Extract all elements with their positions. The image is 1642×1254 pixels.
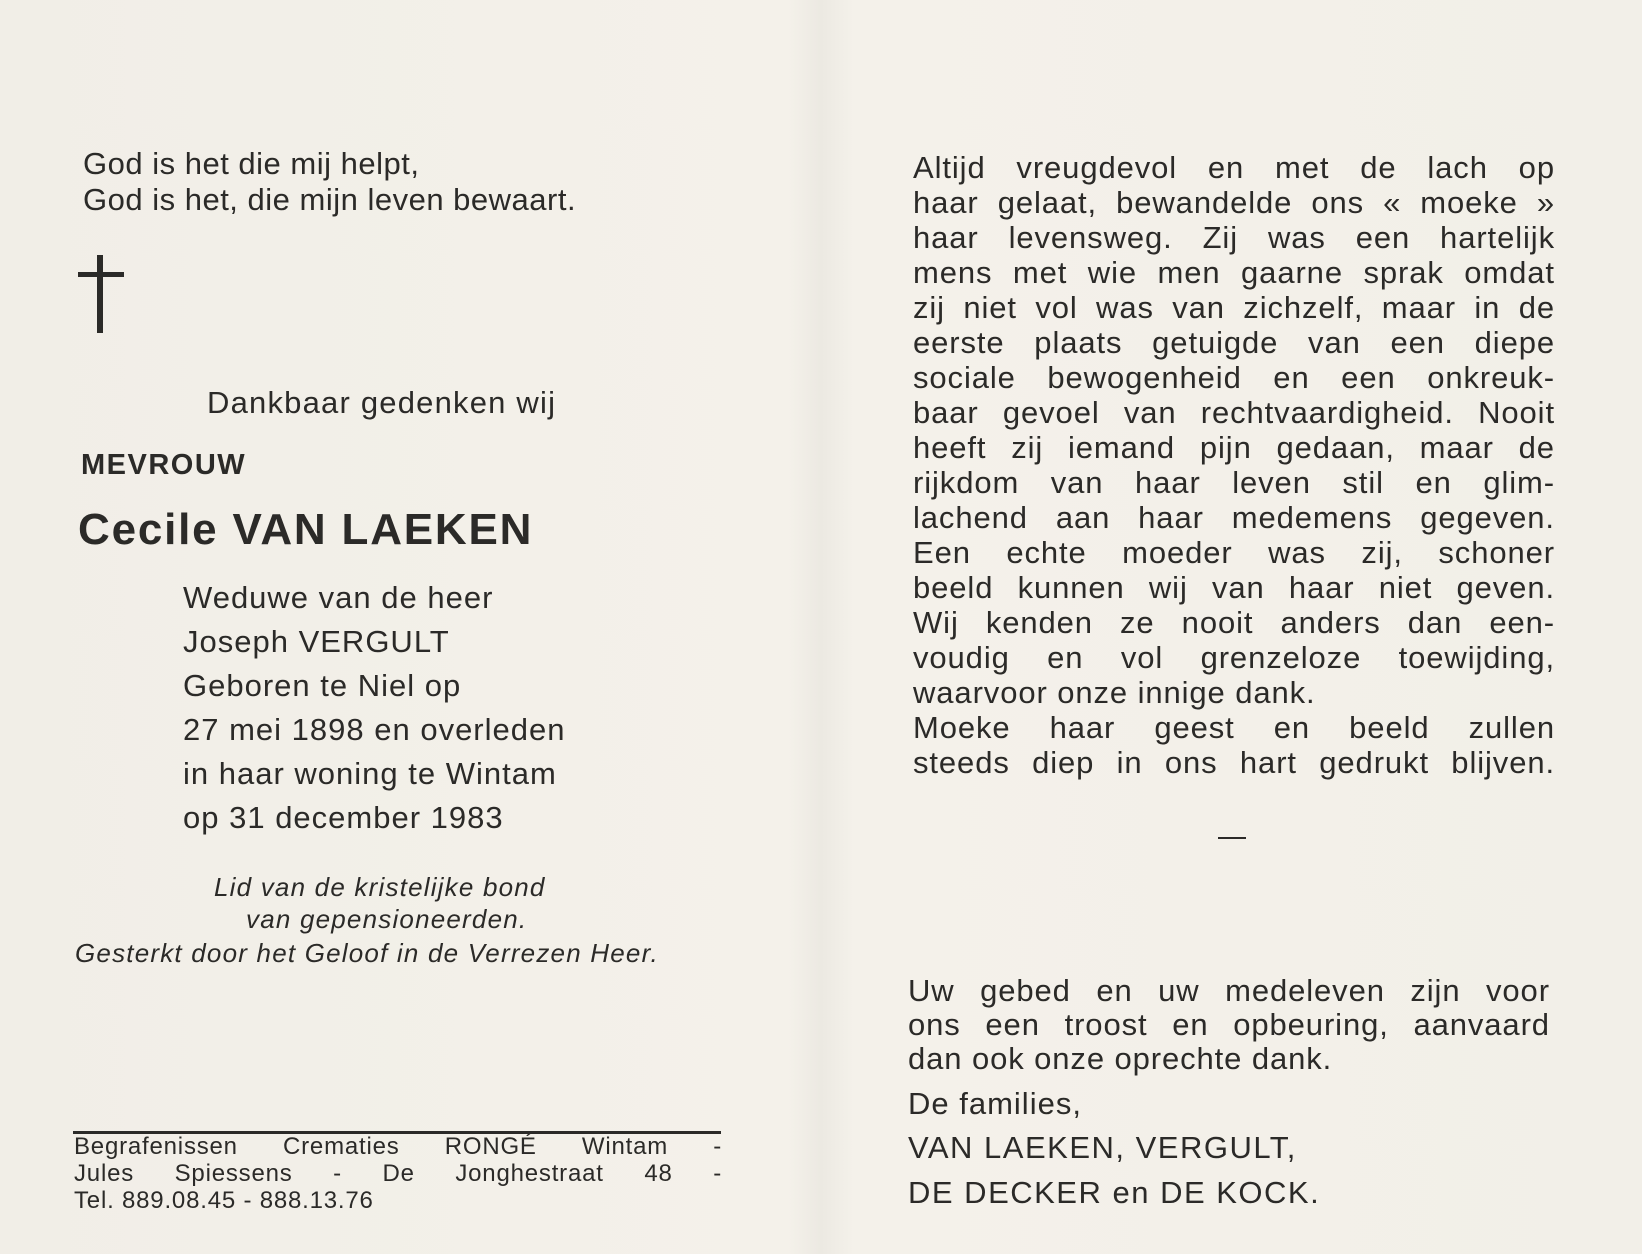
membership-line-2: van gepensioneerden. [246, 904, 528, 934]
bio-line: Weduwe van de heer [183, 580, 494, 615]
tribute-line: heeft zij iemand pijn gedaan, maar de [913, 430, 1555, 465]
thanks-line: dan ook onze oprechte dank. [908, 1041, 1333, 1076]
tribute-line: zij niet vol was van zichzelf, maar in de [913, 290, 1555, 325]
families-line-1: VAN LAEKEN, VERGULT, [908, 1130, 1297, 1165]
funeral-home-line-1 [74, 1133, 722, 1161]
tribute-line: mens met wie men gaarne sprak omdat [913, 255, 1555, 290]
footer-word: Begrafenissen [74, 1133, 238, 1160]
tribute-line: baar gevoel van rechtvaardigheid. Nooit [913, 395, 1555, 430]
bio-line: Joseph VERGULT [183, 624, 450, 659]
tribute-line: lachend aan haar medemens gegeven. [913, 500, 1555, 535]
tribute-line: Wij kenden ze nooit anders dan een- [913, 605, 1555, 640]
title-mevrouw: MEVROUW [81, 449, 247, 481]
cross-icon [78, 255, 124, 335]
footer-word: 48 [644, 1160, 673, 1187]
footer-word: De [382, 1160, 415, 1187]
tribute-line: beeld kunnen wij van haar niet geven. [913, 570, 1555, 605]
divider-dash [1218, 837, 1246, 839]
tribute-line: waarvoor onze innige dank. [913, 675, 1316, 710]
footer-word: Wintam [581, 1133, 669, 1160]
tribute-line: rijkdom van haar leven stil en glim- [913, 465, 1555, 500]
tribute-line: haar gelaat, bewandelde ons « moeke » [913, 185, 1555, 220]
intro-text: Dankbaar gedenken wij [207, 385, 557, 420]
tribute-line: sociale bewogenheid en een onkreuk- [913, 360, 1555, 395]
footer-word: Crematies [283, 1133, 400, 1160]
funeral-home-phone: Tel. 889.08.45 - 888.13.76 [74, 1187, 374, 1214]
bio-line: op 31 december 1983 [183, 800, 504, 835]
thanks-line: Uw gebed en uw medeleven zijn voor [908, 973, 1550, 1008]
tribute-line: eerste plaats getuigde van een diepe [913, 325, 1555, 360]
bio-line: in haar woning te Wintam [183, 756, 557, 791]
tribute-line: voudig en vol grenzeloze toewijding, [913, 640, 1555, 675]
footer-word: Jules [74, 1160, 135, 1187]
tribute-line: Een echte moeder was zij, schoner [913, 535, 1555, 570]
verse-line-2: God is het, die mijn leven bewaart. [83, 182, 577, 217]
tribute-line: Altijd vreugdevol en met de lach op [913, 150, 1555, 185]
families-label: De families, [908, 1086, 1082, 1121]
tribute-text [913, 150, 1555, 790]
tribute-line: Moeke haar geest en beeld zullen [913, 710, 1555, 745]
membership-line-1: Lid van de kristelijke bond [214, 872, 546, 902]
bio-line: Geboren te Niel op [183, 668, 462, 703]
footer-word: RONGÉ [444, 1133, 537, 1160]
families-line-2: DE DECKER en DE KOCK. [908, 1175, 1321, 1210]
faith-line: Gesterkt door het Geloof in de Verrezen Heer. [75, 938, 659, 968]
verse-line-1: God is het die mij helpt, [83, 146, 420, 181]
footer-word: - [713, 1160, 722, 1187]
footer-word: - [713, 1133, 722, 1160]
bio-line: 27 mei 1898 en overleden [183, 712, 566, 747]
deceased-name: Cecile VAN LAEKEN [78, 505, 534, 554]
footer-word: Spiessens [174, 1160, 293, 1187]
tribute-line: haar levensweg. Zij was een hartelijk [913, 220, 1555, 255]
thanks-text [908, 973, 1550, 1083]
tribute-line: steeds diep in ons hart gedrukt blijven. [913, 745, 1555, 780]
footer-word: - [333, 1160, 342, 1187]
funeral-home-line-2 [74, 1160, 722, 1188]
footer-word: Jonghestraat [455, 1160, 604, 1187]
thanks-line: ons een troost en opbeuring, aanvaard [908, 1007, 1550, 1042]
